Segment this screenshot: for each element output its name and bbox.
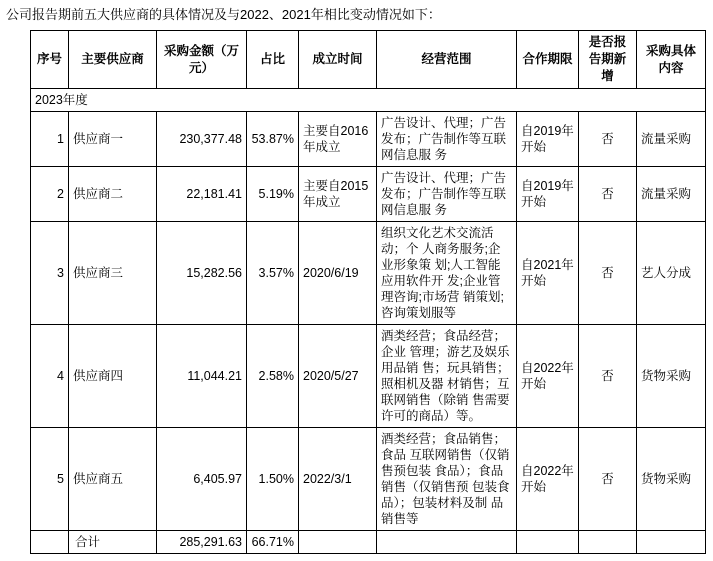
cell-ratio: 5.19% xyxy=(247,167,299,222)
year-label: 2023年度 xyxy=(31,89,706,112)
cell-period: 自2021年开始 xyxy=(517,222,579,325)
cell-is-new: 否 xyxy=(579,222,637,325)
cell-content: 艺人分成 xyxy=(637,222,706,325)
header-period: 合作期限 xyxy=(517,31,579,89)
cell-supplier-name: 供应商二 xyxy=(69,167,157,222)
table-row-year xyxy=(31,89,706,112)
header-is-new: 是否报告期新增 xyxy=(579,31,637,89)
cell-is-new: 否 xyxy=(579,112,637,167)
cell-content: 流量采购 xyxy=(637,167,706,222)
header-founded: 成立时间 xyxy=(299,31,377,89)
cell-scope: 广告设计、代理；广告发布；广告制作等互联网信息服 务 xyxy=(377,167,517,222)
header-amount: 采购金额（万元） xyxy=(157,31,247,89)
cell-total-is-new xyxy=(579,531,637,554)
cell-amount: 22,181.41 xyxy=(157,167,247,222)
cell-amount: 15,282.56 xyxy=(157,222,247,325)
cell-is-new: 否 xyxy=(579,428,637,531)
cell-supplier-name: 供应商三 xyxy=(69,222,157,325)
cell-supplier-name: 供应商四 xyxy=(69,325,157,428)
header-content: 采购具体内容 xyxy=(637,31,706,89)
cell-founded: 2022/3/1 xyxy=(299,428,377,531)
cell-period: 自2019年开始 xyxy=(517,112,579,167)
header-ratio: 占比 xyxy=(247,31,299,89)
cell-amount: 11,044.21 xyxy=(157,325,247,428)
cell-is-new: 否 xyxy=(579,325,637,428)
table-row-total xyxy=(31,531,706,554)
cell-total-amount: 285,291.63 xyxy=(157,531,247,554)
cell-scope: 组织文化艺术交流活动；个 人商务服务;企业形象策 划;人工智能应用软件开 发;企业管理咨询;市场营 销策划;咨询策划服等 xyxy=(377,222,517,325)
header-supplier-name: 主要供应商 xyxy=(69,31,157,89)
cell-no: 2 xyxy=(31,167,69,222)
cell-total-ratio: 66.71% xyxy=(247,531,299,554)
table-row xyxy=(31,112,706,167)
cell-no: 5 xyxy=(31,428,69,531)
intro-paragraph: 公司报告期前五大供应商的具体情况及与2022、2021年相比变动情况如下： xyxy=(6,7,441,22)
cell-content: 货物采购 xyxy=(637,428,706,531)
cell-content: 货物采购 xyxy=(637,325,706,428)
cell-content: 流量采购 xyxy=(637,112,706,167)
table-row xyxy=(31,428,706,531)
table-row xyxy=(31,325,706,428)
cell-is-new: 否 xyxy=(579,167,637,222)
cell-ratio: 1.50% xyxy=(247,428,299,531)
cell-total-founded xyxy=(299,531,377,554)
header-scope: 经营范围 xyxy=(377,31,517,89)
cell-no: 4 xyxy=(31,325,69,428)
cell-scope: 酒类经营；食品经营；企业 管理；游艺及娱乐用品销 售；玩具销售；照相机及器 材销售；互联网销售（除销 售需要许可的商品）等。 xyxy=(377,325,517,428)
cell-ratio: 53.87% xyxy=(247,112,299,167)
cell-total-period xyxy=(517,531,579,554)
cell-amount: 6,405.97 xyxy=(157,428,247,531)
cell-period: 自2019年开始 xyxy=(517,167,579,222)
cell-total-spacer xyxy=(31,531,69,554)
table-header-row xyxy=(31,31,706,89)
cell-amount: 230,377.48 xyxy=(157,112,247,167)
cell-founded: 2020/6/19 xyxy=(299,222,377,325)
cell-no: 1 xyxy=(31,112,69,167)
cell-supplier-name: 供应商五 xyxy=(69,428,157,531)
cell-founded: 2020/5/27 xyxy=(299,325,377,428)
cell-period: 自2022年开始 xyxy=(517,325,579,428)
cell-period: 自2022年开始 xyxy=(517,428,579,531)
cell-total-scope xyxy=(377,531,517,554)
header-no: 序号 xyxy=(31,31,69,89)
cell-founded: 主要自2016年成立 xyxy=(299,112,377,167)
cell-no: 3 xyxy=(31,222,69,325)
cell-total-label: 合计 xyxy=(69,531,157,554)
cell-founded: 主要自2015年成立 xyxy=(299,167,377,222)
supplier-table xyxy=(30,30,706,554)
cell-supplier-name: 供应商一 xyxy=(69,112,157,167)
cell-ratio: 3.57% xyxy=(247,222,299,325)
cell-scope: 酒类经营；食品销售；食品 互联网销售（仅销售预包装 食品）；食品销售（仅销售预 包装食品）；包装材料及制 品销售等 xyxy=(377,428,517,531)
table-row xyxy=(31,222,706,325)
cell-scope: 广告设计、代理；广告发布；广告制作等互联网信息服 务 xyxy=(377,112,517,167)
table-row xyxy=(31,167,706,222)
cell-total-content xyxy=(637,531,706,554)
cell-ratio: 2.58% xyxy=(247,325,299,428)
